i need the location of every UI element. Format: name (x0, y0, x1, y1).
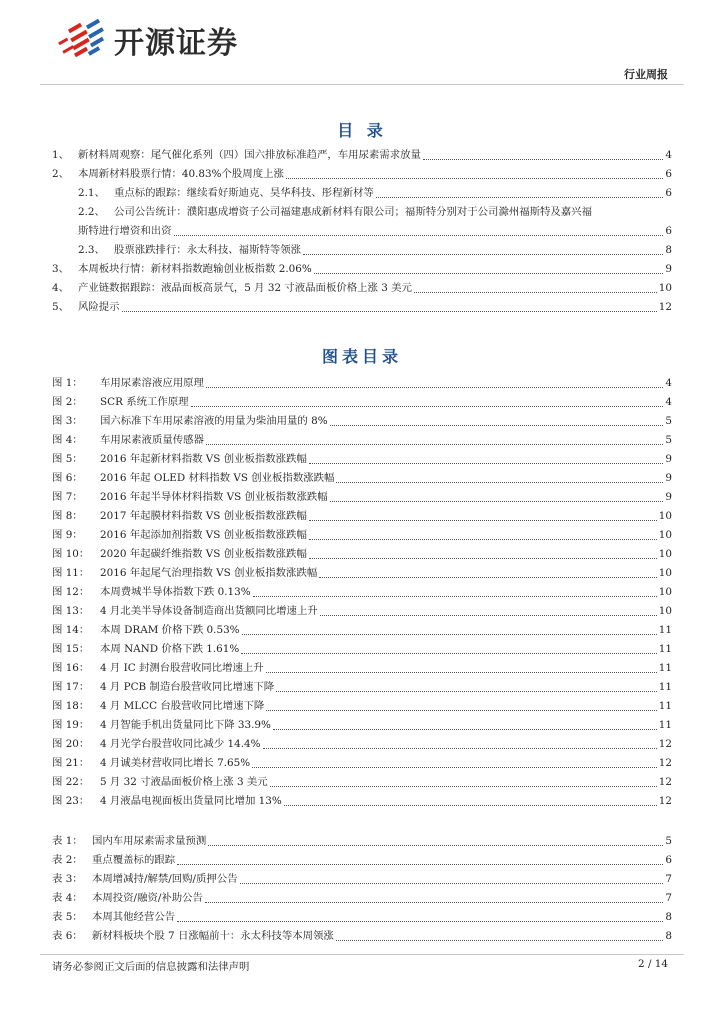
toc-entry-number: 2.3、 (78, 244, 105, 256)
table-entry[interactable] (52, 927, 672, 946)
figure-entry[interactable] (52, 621, 672, 640)
figure-entry-page: 10 (658, 510, 672, 522)
figure-entry-page: 4 (665, 377, 672, 389)
dot-leader (336, 940, 664, 941)
table-entry[interactable] (52, 889, 672, 908)
dot-leader (284, 805, 657, 806)
dot-leader (122, 311, 657, 312)
figure-entry-text: 4 月智能手机出货量同比下降 33.9% (100, 719, 271, 731)
figure-entry[interactable] (52, 602, 672, 621)
dot-leader (242, 634, 657, 635)
figure-entry-page: 10 (658, 548, 672, 560)
dot-leader (336, 482, 663, 483)
figure-entry-number: 图 18： (52, 700, 90, 712)
figure-entry-page: 9 (665, 491, 672, 503)
figure-entry-text: 4 月 IC 封测台股营收同比增速上升 (100, 662, 264, 674)
figure-entry-page: 11 (658, 681, 672, 693)
figure-entry-number: 图 22： (52, 776, 90, 788)
toc-entry-page: 10 (658, 282, 672, 294)
figure-entry-text: 本周 DRAM 价格下跌 0.53% (100, 624, 240, 636)
figure-entry-text: SCR 系统工作原理 (100, 396, 189, 408)
figure-entry-page: 12 (658, 795, 672, 807)
figure-entry-text: 2020 年起碳纤维指数 VS 创业板指数涨跌幅 (100, 548, 307, 560)
toc-entry-number: 2.2、 (78, 206, 105, 218)
figure-entry-page: 5 (665, 415, 672, 427)
dot-leader (174, 235, 664, 236)
figure-entry-page: 9 (665, 472, 672, 484)
figure-entry-page: 10 (658, 567, 672, 579)
table-entry-page: 7 (665, 892, 672, 904)
toc-entry-text: 新材料周观察：尾气催化系列（四）国六排放标准趋严，车用尿素需求放量 (78, 149, 421, 161)
dot-leader (191, 406, 664, 407)
figure-entry-text: 2016 年起半导体材料指数 VS 创业板指数涨跌幅 (100, 491, 328, 503)
figure-entry-page: 10 (658, 605, 672, 617)
dot-leader (423, 159, 663, 160)
toc-entry-number: 5、 (52, 301, 70, 313)
dot-leader (276, 691, 657, 692)
figure-entry[interactable] (52, 754, 672, 773)
figure-entry-number: 图 16： (52, 662, 90, 674)
toc-entry-text: 本周新材料股票行情：40.83%个股周度上涨 (78, 168, 284, 180)
table-entry-page: 8 (665, 930, 672, 942)
figure-entry-number: 图 11： (52, 567, 90, 579)
table-entry-page: 8 (665, 911, 672, 923)
toc-entry-page: 6 (665, 225, 672, 237)
dot-leader (314, 273, 664, 274)
figure-entry[interactable] (52, 393, 672, 412)
figure-entry-number: 图 10： (52, 548, 90, 560)
dot-leader (177, 921, 663, 922)
toc-subentry-continuation[interactable] (52, 222, 672, 241)
figure-entry-number: 图 17： (52, 681, 90, 693)
figure-entry-page: 11 (658, 662, 672, 674)
figure-entry-number: 图 15： (52, 643, 90, 655)
figure-entry[interactable] (52, 735, 672, 754)
table-entry-number: 表 2： (52, 854, 83, 866)
figure-entry[interactable] (52, 545, 672, 564)
dot-leader (252, 767, 657, 768)
toc-entry-text: 产业链数据跟踪：液晶面板高景气，5 月 32 寸液晶面板价格上涨 3 美元 (78, 282, 412, 294)
figure-entry[interactable] (52, 412, 672, 431)
figure-entry-number: 图 21： (52, 757, 90, 769)
figure-entry-number: 图 1： (52, 377, 83, 389)
header-divider (40, 84, 684, 85)
dot-leader (330, 425, 664, 426)
table-entry-page: 7 (665, 873, 672, 885)
toc-entry[interactable] (52, 298, 672, 317)
toc-entry[interactable] (52, 146, 672, 165)
figure-entry-number: 图 23： (52, 795, 90, 807)
table-entry-number: 表 5： (52, 911, 83, 923)
figure-entry[interactable] (52, 697, 672, 716)
dot-leader (376, 197, 664, 198)
dot-leader (320, 615, 657, 616)
table-entry-text: 本周其他经营公告 (92, 911, 176, 923)
dot-leader (241, 653, 656, 654)
figures-title: 图表目录 (321, 347, 402, 366)
dot-leader (303, 254, 663, 255)
figure-entry[interactable] (52, 792, 672, 811)
figure-entry[interactable] (52, 374, 672, 393)
figure-entry[interactable] (52, 678, 672, 697)
figure-entry-text: 国六标准下车用尿素溶液的用量为柴油用量的 8% (100, 415, 328, 427)
dot-leader (414, 292, 657, 293)
figure-entry-number: 图 5： (52, 453, 83, 465)
toc-entry-number: 2.1、 (78, 187, 105, 199)
figure-entry[interactable] (52, 488, 672, 507)
figure-entry[interactable] (52, 526, 672, 545)
toc-entry-page: 8 (665, 244, 672, 256)
figure-entry-text: 2016 年起尾气治理指数 VS 创业板指数涨跌幅 (100, 567, 318, 579)
figure-list (52, 374, 672, 811)
dot-leader (309, 558, 657, 559)
figure-entry[interactable] (52, 659, 672, 678)
toc-entry-text: 重点标的跟踪：继续看好斯迪克、昊华科技、彤程新材等 (114, 187, 374, 199)
figure-entry-page: 9 (665, 453, 672, 465)
toc-entry-number: 2、 (52, 168, 70, 180)
figure-entry-number: 图 3： (52, 415, 83, 427)
figure-entry-page: 5 (665, 434, 672, 446)
dot-leader (240, 883, 664, 884)
dot-leader (263, 748, 657, 749)
figure-entry-number: 图 7： (52, 491, 83, 503)
footer-disclaimer: 请务必参阅正文后面的信息披露和法律声明 (52, 961, 250, 973)
figure-entry-number: 图 20： (52, 738, 90, 750)
figure-entry-number: 图 19： (52, 719, 90, 731)
figure-entry[interactable] (52, 450, 672, 469)
figure-entry-page: 10 (658, 529, 672, 541)
dot-leader (309, 520, 657, 521)
dot-leader (177, 864, 663, 865)
report-type-label: 行业周报 (624, 68, 668, 81)
toc-title: 目 录 (337, 121, 387, 140)
toc-entry[interactable] (52, 260, 672, 279)
toc-entry-text: 股票涨跌排行：永太科技、福斯特等领涨 (114, 244, 302, 256)
toc-entry-page: 9 (665, 263, 672, 275)
figure-entry-text: 本周 NAND 价格下跌 1.61% (100, 643, 240, 655)
figure-entry-page: 11 (658, 624, 672, 636)
figure-entry[interactable] (52, 431, 672, 450)
dot-leader (273, 729, 657, 730)
toc-entry-text: 风险提示 (78, 301, 120, 313)
toc-entry-page: 6 (665, 187, 672, 199)
table-entry[interactable] (52, 908, 672, 927)
dot-leader (266, 672, 657, 673)
figure-entry-number: 图 12： (52, 586, 90, 598)
table-entry-text: 国内车用尿素需求量预测 (92, 835, 207, 847)
figure-entry-text: 2016 年起添加剂指数 VS 创业板指数涨跌幅 (100, 529, 307, 541)
figure-entry-number: 图 8： (52, 510, 83, 522)
figure-entry-text: 4 月诚美材营收同比增长 7.65% (100, 757, 251, 769)
company-logo-icon (56, 18, 108, 62)
figure-entry-number: 图 13： (52, 605, 90, 617)
table-entry-text: 本周增减持/解禁/回购/质押公告 (92, 873, 238, 885)
toc-entry-page: 12 (658, 301, 672, 313)
dot-leader (266, 710, 657, 711)
figure-entry-number: 图 2： (52, 396, 83, 408)
table-entry-number: 表 1： (52, 835, 83, 847)
figure-entry-page: 12 (658, 738, 672, 750)
figure-entry-page: 12 (658, 757, 672, 769)
dot-leader (208, 845, 663, 846)
figure-entry[interactable] (52, 773, 672, 792)
table-entry-text: 本周投资/融资/补助公告 (92, 892, 203, 904)
table-entry-number: 表 6： (52, 930, 83, 942)
table-list (52, 832, 672, 946)
figure-entry-text: 2016 年起 OLED 材料指数 VS 创业板指数涨跌幅 (100, 472, 335, 484)
figure-entry-page: 4 (665, 396, 672, 408)
company-logo (56, 18, 238, 62)
figure-entry-page: 10 (658, 586, 672, 598)
figure-entry-page: 12 (658, 776, 672, 788)
figure-entry-text: 4 月 MLCC 台股营收同比增速下降 (100, 700, 265, 712)
toc-subentry[interactable] (52, 241, 672, 260)
dot-leader (309, 463, 664, 464)
figure-entry-text: 4 月光学台股营收同比减少 14.4% (100, 738, 261, 750)
table-entry-number: 表 3： (52, 873, 83, 885)
figure-entry-text: 4 月 PCB 制造台股营收同比增速下降 (100, 681, 275, 693)
figure-entry-text: 车用尿素溶液应用原理 (100, 377, 204, 389)
toc-entry-text-line1: 公司公告统计：濮阳惠成增资子公司福建惠成新材料有限公司；福斯特分别对于公司滁州福斯特及嘉兴福 (114, 206, 592, 218)
dot-leader (319, 577, 657, 578)
dot-leader (205, 902, 663, 903)
table-entry[interactable] (52, 832, 672, 851)
toc-entry[interactable] (52, 165, 672, 184)
toc-subentry[interactable] (52, 203, 672, 222)
table-entry-text: 重点覆盖标的跟踪 (92, 854, 176, 866)
toc-entry[interactable] (52, 279, 672, 298)
toc-entry-text-line2: 斯特进行增资和出资 (78, 225, 172, 237)
footer-divider (40, 954, 684, 955)
figure-entry[interactable] (52, 507, 672, 526)
figure-entry-text: 4 月北美半导体设备制造商出货额同比增速上升 (100, 605, 318, 617)
figure-entry-number: 图 6： (52, 472, 83, 484)
figure-entry[interactable] (52, 716, 672, 735)
table-entry[interactable] (52, 851, 672, 870)
toc-entry-page: 4 (665, 149, 672, 161)
dot-leader (206, 387, 663, 388)
toc-entry-page: 6 (665, 168, 672, 180)
figure-entry[interactable] (52, 564, 672, 583)
toc-entry-number: 3、 (52, 263, 70, 275)
table-entry-page: 5 (665, 835, 672, 847)
figure-entry[interactable] (52, 583, 672, 602)
company-name: 开源证券 (114, 26, 238, 61)
dot-leader (309, 539, 657, 540)
figure-entry-text: 车用尿素液质量传感器 (100, 434, 204, 446)
toc-entry-text: 本周板块行情：新材料指数跑输创业板指数 2.06% (78, 263, 312, 275)
dot-leader (206, 444, 663, 445)
toc-list (52, 146, 672, 317)
table-entry-text: 新材料板块个股 7 日涨幅前十：永太科技等本周领涨 (92, 930, 334, 942)
figure-entry-text: 2017 年起膜材料指数 VS 创业板指数涨跌幅 (100, 510, 307, 522)
toc-subentry[interactable] (52, 184, 672, 203)
dot-leader (270, 786, 657, 787)
table-entry-page: 6 (665, 854, 672, 866)
figure-entry-text: 本周费城半导体指数下跌 0.13% (100, 586, 251, 598)
page-indicator: 2 / 14 (638, 958, 668, 970)
dot-leader (330, 501, 664, 502)
figure-entry-text: 4 月液晶电视面板出货量同比增加 13% (100, 795, 282, 807)
dot-leader (286, 178, 664, 179)
table-entry-number: 表 4： (52, 892, 83, 904)
figure-entry-number: 图 4： (52, 434, 83, 446)
table-entry[interactable] (52, 870, 672, 889)
dot-leader (253, 596, 657, 597)
figure-entry-page: 11 (658, 643, 672, 655)
figure-entry-page: 11 (658, 700, 672, 712)
figure-entry-page: 11 (658, 719, 672, 731)
toc-entry-number: 1、 (52, 149, 70, 161)
figure-entry[interactable] (52, 640, 672, 659)
figure-entry-number: 图 9： (52, 529, 83, 541)
figure-entry-text: 2016 年起新材料指数 VS 创业板指数涨跌幅 (100, 453, 307, 465)
figure-entry[interactable] (52, 469, 672, 488)
figure-entry-text: 5 月 32 寸液晶面板价格上涨 3 美元 (100, 776, 268, 788)
figure-entry-number: 图 14： (52, 624, 90, 636)
toc-entry-number: 4、 (52, 282, 70, 294)
